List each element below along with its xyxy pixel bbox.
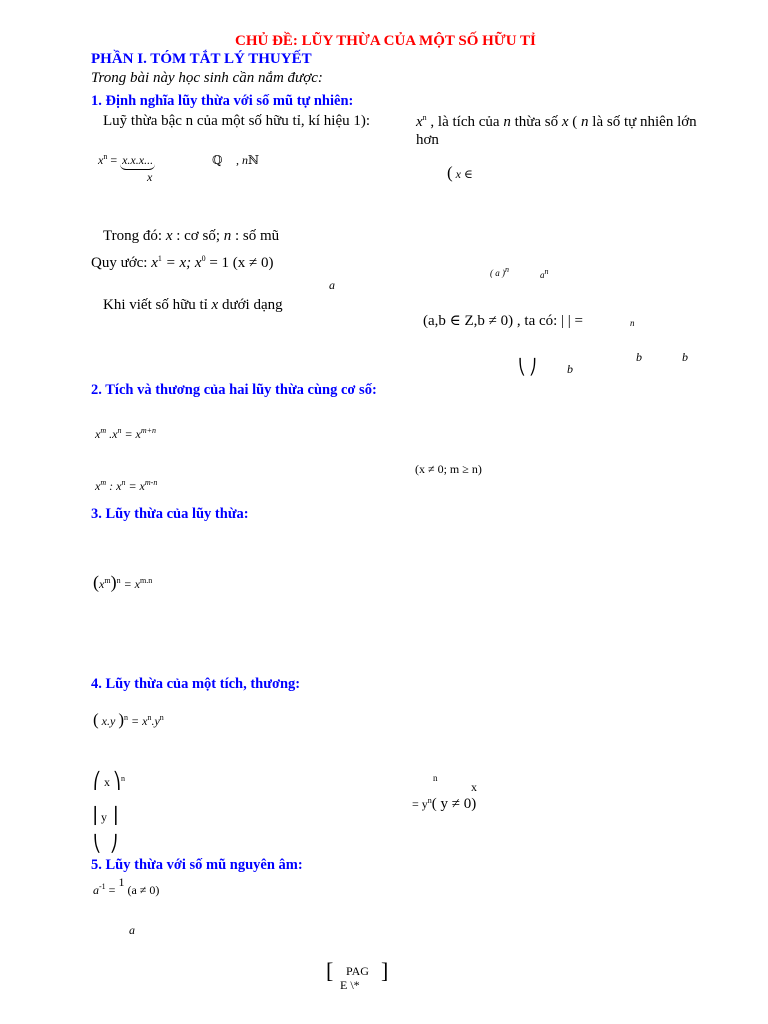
section-1-heading: 1. Định nghĩa lũy thừa với số mũ tự nhiên: bbox=[91, 93, 354, 109]
power-formula: $x^n = x.x.x$... bbox=[98, 153, 155, 170]
denominator-b-2: b bbox=[682, 350, 688, 364]
section-3-heading: 3. Lũy thừa của lũy thừa: bbox=[91, 506, 249, 522]
quotient-power-x: x bbox=[471, 780, 477, 794]
negative-power-formula: $a^{-1} = 1$ (a ≠ 0) bbox=[93, 875, 160, 897]
intro-text: Trong bài này học sinh cần nắm được: bbox=[91, 70, 323, 86]
power-formula-under: x bbox=[147, 170, 153, 184]
fraction-power-paren: ( a )$^n$ bbox=[490, 265, 509, 278]
denominator-b-3: b bbox=[567, 362, 573, 376]
product-power-formula: ( x.y )$^n = x^n.y^n$ bbox=[93, 710, 164, 729]
section-2-heading: 2. Tích và thương của hai lũy thừa cùng cơ số: bbox=[91, 382, 377, 398]
part-heading: PHẦN I. TÓM TẮT LÝ THUYẾT bbox=[91, 51, 312, 67]
fraction-numerator-a: a bbox=[329, 278, 335, 292]
page-field-line1: PAG bbox=[346, 964, 369, 978]
denominator-b-1: b bbox=[636, 350, 642, 364]
quotient-power-bottom: ⎝ ⎠ bbox=[93, 836, 118, 853]
x-in-set: ( x ∈ bbox=[447, 163, 473, 182]
product-formula: $x^m$ $.x^n = x^{m+n}$ bbox=[95, 426, 157, 441]
trong-do-line: Trong đó: x : cơ số; n : số mũ bbox=[103, 228, 280, 244]
definition-right-cont: hơn bbox=[416, 132, 439, 148]
negative-power-denominator: a bbox=[129, 923, 135, 937]
khi-viet-line: Khi viết số hữu tỉ x dưới dạng bbox=[103, 297, 283, 313]
definition-text: Luỹ thừa bậc n của một số hữu tỉ, kí hiệu 1): bbox=[103, 113, 371, 129]
quotient-power-right: = $y^n$( y ≠ 0) bbox=[412, 796, 477, 812]
page-title: CHỦ ĐỀ: LŨY THỪA CỦA MỘT SỐ HỮU TỈ bbox=[235, 33, 536, 49]
exponent-n: n bbox=[630, 318, 635, 328]
paren-bottom: ⎝ ⎠ bbox=[518, 360, 537, 376]
quotient-power-mid: ⎜y ⎟ bbox=[93, 808, 118, 825]
quy-uoc-line: Quy ước: $x^1 = x$; $x^0 = 1$ (x ≠ 0) bbox=[91, 254, 274, 271]
quotient-power-n: n bbox=[433, 773, 438, 783]
page-field-line2: E \* bbox=[340, 978, 360, 992]
fraction-power-num: $a^n$ bbox=[540, 267, 549, 280]
quotient-power-top: ⎛ x ⎞$^n$ bbox=[93, 773, 125, 790]
power-of-power-formula: $(x^m)^n = x^{m.n}$ bbox=[93, 572, 153, 592]
section-5-heading: 5. Lũy thừa với số mũ nguyên âm: bbox=[91, 857, 303, 873]
definition-right: $x^n$ , là tích của n thừa số x ( n là số tự nhiên lớn bbox=[416, 113, 697, 130]
rational-set: ℚ bbox=[212, 153, 223, 167]
natural-set: , nℕ bbox=[236, 153, 259, 167]
quotient-formula: $x^m$ : $x^n = x^{m-n}$ bbox=[95, 478, 158, 493]
condition-line: (a,b ∈ Z,b ≠ 0) , ta có: | | = bbox=[423, 313, 584, 329]
quotient-condition: (x ≠ 0; m ≥ n) bbox=[415, 462, 482, 476]
section-4-heading: 4. Lũy thừa của một tích, thương: bbox=[91, 676, 301, 692]
